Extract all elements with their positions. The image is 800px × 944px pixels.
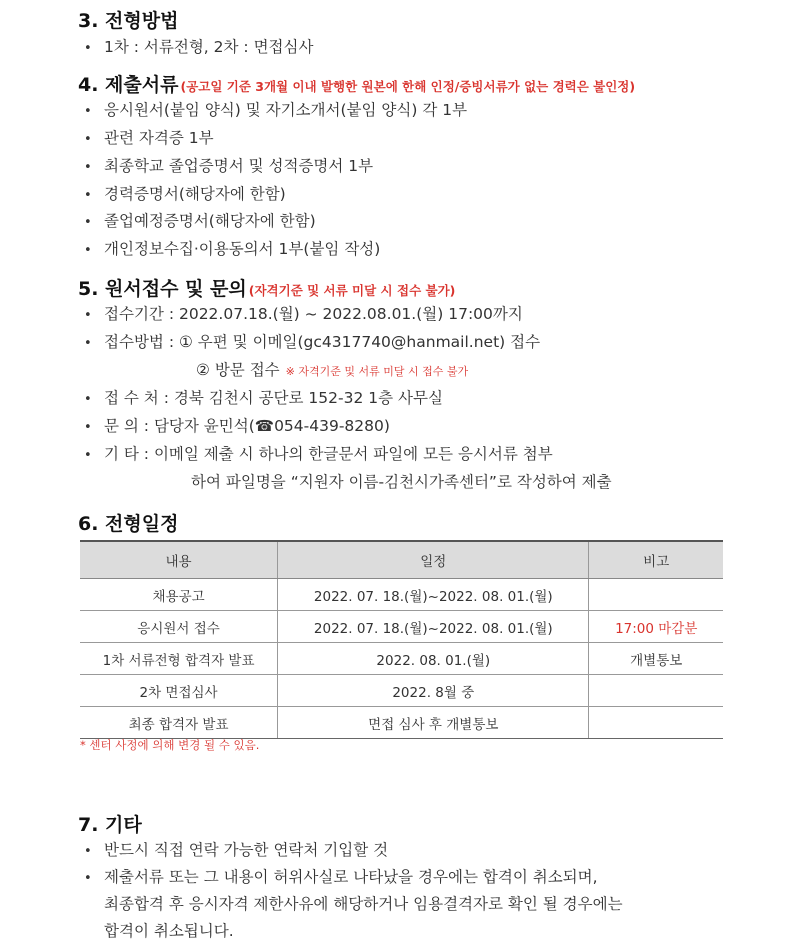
list-continuation: 최종합격 후 응시자격 제한사유에 해당하거나 임용결격자로 확인 될 경우에는 bbox=[104, 895, 623, 913]
section-5-title: 5. 원서접수 및 문의 (자격기준 및 서류 미달 시 접수 불가) bbox=[78, 278, 456, 300]
schedule-table bbox=[80, 540, 723, 739]
table-cell: 2022. 07. 18.(월)~2022. 08. 01.(월) bbox=[278, 611, 589, 643]
list-item: • 문 의 : 담당자 윤민석(☎054-439-8280) bbox=[84, 417, 390, 435]
list-item: • 반드시 직접 연락 가능한 연락처 기입할 것 bbox=[84, 841, 389, 859]
list-item: • 1차 : 서류전형, 2차 : 면접심사 bbox=[84, 38, 314, 56]
table-cell bbox=[589, 675, 723, 707]
list-continuation: ② 방문 접수 ※ 자격기준 및 서류 미달 시 접수 불가 bbox=[196, 361, 469, 379]
list-item: • 관련 자격증 1부 bbox=[84, 129, 214, 147]
list-item: • 접수방법 : ① 우편 및 이메일(gc4317740@hanmail.net) 접수 bbox=[84, 333, 541, 351]
table-row bbox=[80, 707, 723, 739]
list-item: • 기 타 : 이메일 제출 시 하나의 한글문서 파일에 모든 응시서류 첨부 bbox=[84, 445, 553, 463]
column-header: 일정 bbox=[278, 541, 589, 579]
list-continuation: 합격이 취소됩니다. bbox=[104, 922, 234, 940]
table-cell: 1차 서류전형 합격자 발표 bbox=[80, 643, 278, 675]
list-item: • 응시원서(붙임 양식) 및 자기소개서(붙임 양식) 각 1부 bbox=[84, 101, 468, 119]
table-cell: 채용공고 bbox=[80, 579, 278, 611]
table-row bbox=[80, 579, 723, 611]
list-item: • 졸업예정증명서(해당자에 한함) bbox=[84, 212, 316, 230]
list-item: • 제출서류 또는 그 내용이 허위사실로 나타났을 경우에는 합격이 취소되며, bbox=[84, 868, 598, 886]
schedule-footnote: * 센터 사정에 의해 변경 될 수 있음. bbox=[80, 738, 260, 752]
list-item: • 개인정보수집·이용동의서 1부(붙임 작성) bbox=[84, 240, 381, 258]
section-6-title: 6. 전형일정 bbox=[78, 513, 179, 535]
table-cell: 2022. 07. 18.(월)~2022. 08. 01.(월) bbox=[278, 579, 589, 611]
column-header: 내용 bbox=[80, 541, 278, 579]
list-item: • 접 수 처 : 경북 김천시 공단로 152-32 1층 사무실 bbox=[84, 389, 443, 407]
list-item: • 접수기간 : 2022.07.18.(월) ~ 2022.08.01.(월) 17:00까지 bbox=[84, 305, 523, 323]
table-cell: 개별통보 bbox=[589, 643, 723, 675]
table-cell: 2022. 08. 01.(월) bbox=[278, 643, 589, 675]
section-7-title: 7. 기타 bbox=[78, 814, 142, 836]
table-cell bbox=[589, 707, 723, 739]
table-row bbox=[80, 611, 723, 643]
table-cell: 면접 심사 후 개별통보 bbox=[278, 707, 589, 739]
section-3-title: 3. 전형방법 bbox=[78, 10, 179, 32]
section-4-note: (공고일 기준 3개월 이내 발행한 원본에 한해 인정/증빙서류가 없는 경력은 불인정) bbox=[180, 79, 636, 94]
table-row bbox=[80, 643, 723, 675]
table-row bbox=[80, 675, 723, 707]
section-4-title: 4. 제출서류 (공고일 기준 3개월 이내 발행한 원본에 한해 인정/증빙서류가 없는 경력은 불인정) bbox=[78, 74, 636, 96]
table-cell: 2022. 8월 중 bbox=[278, 675, 589, 707]
table-cell: 17:00 마감분 bbox=[589, 611, 723, 643]
list-item: • 경력증명서(해당자에 한함) bbox=[84, 185, 286, 203]
column-header: 비고 bbox=[589, 541, 723, 579]
list-continuation: 하여 파일명을 “지원자 이름-김천시가족센터”로 작성하여 제출 bbox=[191, 473, 612, 491]
table-cell bbox=[589, 579, 723, 611]
list-item: • 최종학교 졸업증명서 및 성적증명서 1부 bbox=[84, 157, 374, 175]
table-cell: 응시원서 접수 bbox=[80, 611, 278, 643]
section-5-note: (자격기준 및 서류 미달 시 접수 불가) bbox=[248, 283, 456, 298]
table-cell: 2차 면접심사 bbox=[80, 675, 278, 707]
table-cell: 최종 합격자 발표 bbox=[80, 707, 278, 739]
